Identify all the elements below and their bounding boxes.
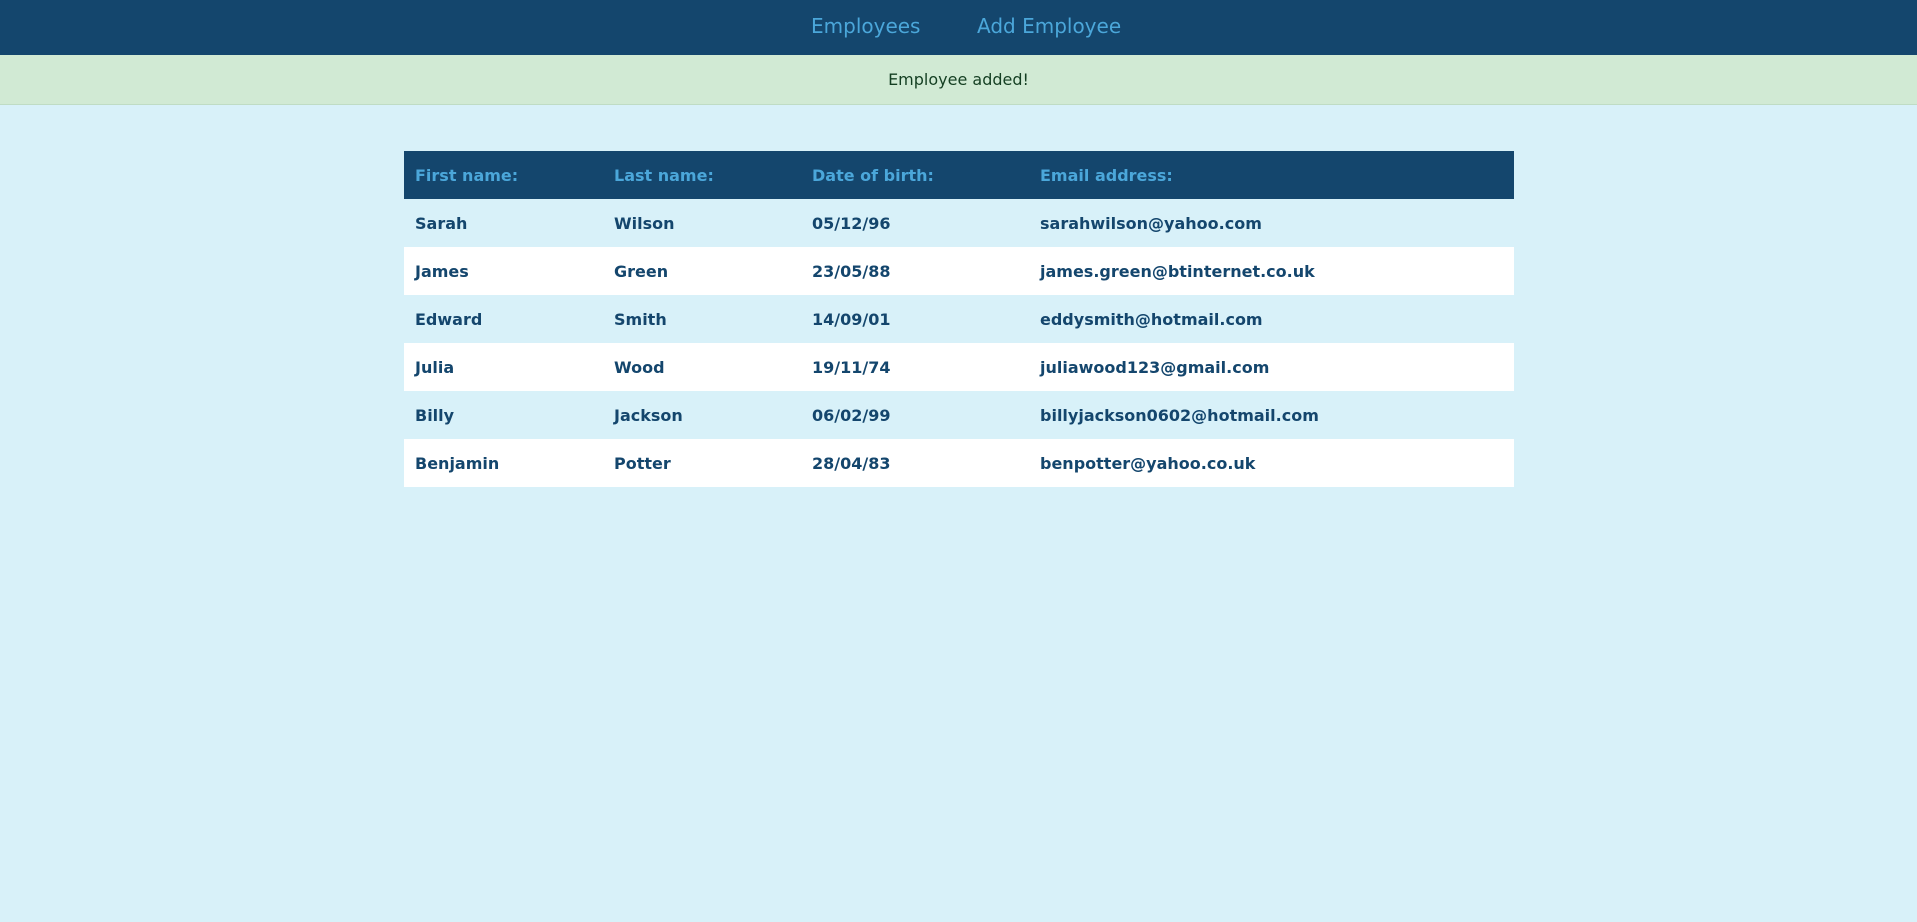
cell-date-of-birth: 14/09/01 <box>812 309 891 329</box>
table-header-row <box>404 151 1514 199</box>
cell-email: sarahwilson@yahoo.com <box>1040 213 1262 233</box>
cell-last-name: Smith <box>614 309 667 329</box>
table-row <box>404 247 1514 295</box>
nav-link-employees[interactable]: Employees <box>811 14 921 38</box>
table-row <box>404 391 1514 439</box>
employees-table <box>404 151 1514 487</box>
cell-date-of-birth: 05/12/96 <box>812 213 891 233</box>
cell-first-name: Sarah <box>415 213 468 233</box>
cell-date-of-birth: 28/04/83 <box>812 453 891 473</box>
table-row <box>404 199 1514 247</box>
table-header <box>404 151 1514 199</box>
cell-first-name: Edward <box>415 309 483 329</box>
table-row <box>404 343 1514 391</box>
cell-first-name: Julia <box>415 357 455 377</box>
cell-last-name: Wilson <box>614 213 675 233</box>
top-navbar <box>0 0 1917 55</box>
cell-date-of-birth: 23/05/88 <box>812 261 891 281</box>
header-first-name: First name: <box>415 165 519 185</box>
cell-last-name: Green <box>614 261 669 281</box>
nav-link-add-employee[interactable]: Add Employee <box>977 14 1122 38</box>
cell-date-of-birth: 19/11/74 <box>812 357 891 377</box>
alert-message: Employee added! <box>888 70 1029 89</box>
cell-email: billyjackson0602@hotmail.com <box>1040 405 1319 425</box>
cell-email: james.green@btinternet.co.uk <box>1040 261 1315 281</box>
cell-email: juliawood123@gmail.com <box>1040 357 1270 377</box>
success-alert <box>0 55 1917 105</box>
cell-first-name: James <box>415 261 469 281</box>
table-row <box>404 295 1514 343</box>
table-body <box>404 199 1514 487</box>
header-date-of-birth: Date of birth: <box>812 165 934 185</box>
employees-table-container <box>404 151 1514 487</box>
cell-email: eddysmith@hotmail.com <box>1040 309 1263 329</box>
table-row <box>404 439 1514 487</box>
cell-last-name: Potter <box>614 453 671 473</box>
cell-last-name: Wood <box>614 357 665 377</box>
cell-last-name: Jackson <box>614 405 683 425</box>
cell-first-name: Billy <box>415 405 455 425</box>
header-email-address: Email address: <box>1040 165 1173 185</box>
header-last-name: Last name: <box>614 165 714 185</box>
cell-date-of-birth: 06/02/99 <box>812 405 891 425</box>
cell-email: benpotter@yahoo.co.uk <box>1040 453 1256 473</box>
cell-first-name: Benjamin <box>415 453 500 473</box>
